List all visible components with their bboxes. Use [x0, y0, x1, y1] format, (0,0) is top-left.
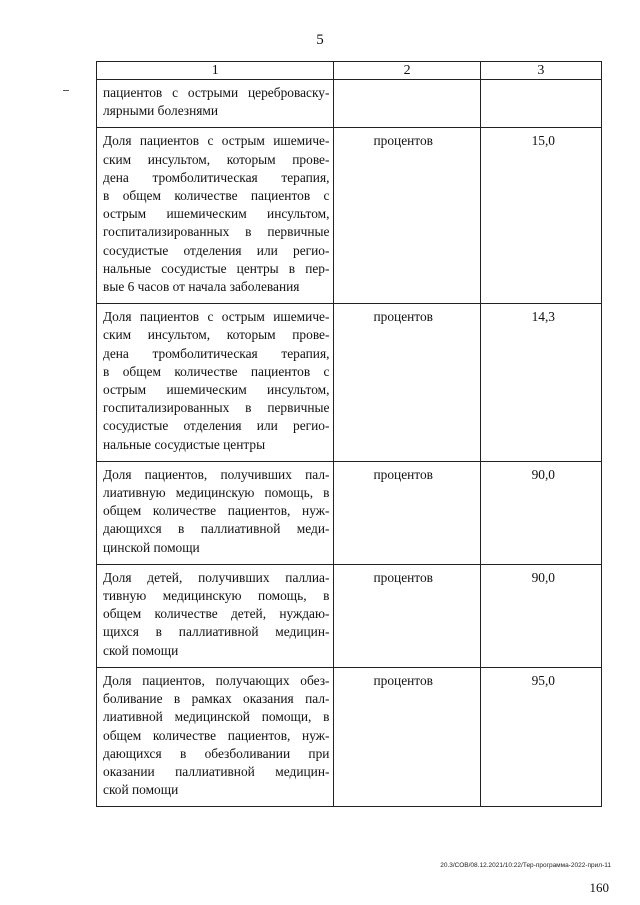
indicator-line: в общем количестве пациентов с	[103, 363, 330, 379]
indicator-line: тивную медицинскую помощь, в	[103, 588, 330, 604]
indicator-line: общем количестве пациентов, нуж-	[103, 727, 330, 743]
value-text: 14,3	[531, 309, 555, 325]
table-row	[97, 80, 602, 128]
indicator-line: оказании паллиативной медицин-	[103, 763, 330, 779]
value-text: 90,0	[531, 569, 555, 585]
table-row	[97, 304, 602, 462]
indicator-line: Доля пациентов с острым ишемиче-	[103, 133, 330, 149]
unit-cell	[334, 128, 480, 304]
indicator-line: лиативной медицинской помощи, в	[103, 709, 330, 725]
indicator-line: сосудистые отделения или регио-	[103, 242, 330, 258]
indicator-line: вые 6 часов от начала заболевания	[103, 279, 300, 295]
table-row	[97, 564, 602, 667]
indicator-cell	[97, 304, 334, 462]
header-col-1: 1	[97, 62, 334, 80]
indicator-line: сосудистые отделения или регио-	[103, 418, 330, 434]
indicator-line: щихся в паллиативной медицин-	[103, 624, 330, 640]
indicator-line: госпитализированных в первичные	[103, 224, 330, 240]
document-code: 20.3/СОВ/08.12.2021/10:22/Тер-программа-2022-прил-11	[440, 862, 611, 869]
indicator-cell	[97, 667, 334, 806]
indicator-cell	[97, 564, 334, 667]
indicator-cell	[97, 80, 334, 128]
unit-cell	[334, 564, 480, 667]
table-row	[97, 461, 602, 564]
indicator-line: ским инсультом, которым прове-	[103, 327, 330, 343]
margin-mark	[63, 90, 69, 91]
indicator-line: госпитализированных в первичные	[103, 400, 330, 416]
indicator-line: пациентов с острыми цереброваску-	[103, 85, 330, 100]
unit-text: процентов	[373, 466, 433, 482]
table-row	[97, 128, 602, 304]
indicator-line: лиативную медицинскую помощь, в	[103, 485, 330, 501]
page-number: 5	[316, 32, 324, 48]
value-text	[482, 81, 600, 84]
indicator-line: Доля пациентов, получивших пал-	[103, 466, 330, 482]
value-cell	[480, 667, 601, 806]
unit-text: процентов	[373, 672, 433, 688]
unit-text: процентов	[373, 133, 433, 149]
value-cell	[480, 304, 601, 462]
indicator-line: Доля детей, получивших паллиа-	[103, 569, 330, 585]
indicator-line: нальные сосудистые центры	[103, 436, 266, 452]
unit-cell	[334, 304, 480, 462]
unit-cell	[334, 461, 480, 564]
unit-text: процентов	[373, 309, 433, 325]
document-page-number: 160	[589, 880, 609, 895]
indicator-line: дена тромболитическая терапия,	[103, 169, 330, 185]
indicator-line: боливание в рамках оказания пал-	[103, 691, 330, 707]
indicator-line: общем количестве пациентов, нуж-	[103, 503, 330, 519]
value-text: 90,0	[531, 466, 555, 482]
indicator-line: ской помощи	[103, 782, 179, 798]
indicator-line: лярными болезнями	[103, 103, 219, 119]
indicator-line: острым ишемическим инсультом,	[103, 382, 330, 398]
indicator-line: в общем количестве пациентов с	[103, 188, 330, 204]
value-cell	[480, 461, 601, 564]
unit-text: процентов	[373, 569, 433, 585]
value-cell	[480, 564, 601, 667]
unit-cell	[334, 667, 480, 806]
indicator-line: дена тромболитическая терапия,	[103, 345, 330, 361]
value-cell	[480, 128, 601, 304]
table-row	[97, 667, 602, 806]
indicator-line: нальные сосудистые центры в пер-	[103, 260, 330, 276]
indicator-cell	[97, 128, 334, 304]
value-cell	[480, 80, 601, 128]
indicator-line: ским инсультом, которым прове-	[103, 151, 330, 167]
header-col-2: 2	[334, 62, 480, 80]
header-col-3: 3	[480, 62, 601, 80]
table-header-row	[97, 62, 602, 80]
table-body	[97, 80, 602, 807]
indicator-line: цинской помощи	[103, 539, 200, 555]
unit-text	[335, 81, 478, 84]
unit-cell	[334, 80, 480, 128]
indicator-line: дающихся в обезболивании при	[103, 745, 330, 761]
indicators-table	[96, 61, 602, 807]
indicator-line: острым ишемическим инсультом,	[103, 206, 330, 222]
indicator-line: общем количестве детей, нуждаю-	[103, 606, 330, 622]
value-text: 95,0	[531, 672, 555, 688]
indicator-cell	[97, 461, 334, 564]
value-text: 15,0	[531, 133, 555, 149]
indicator-line: ской помощи	[103, 642, 179, 658]
indicator-line: дающихся в паллиативной меди-	[103, 521, 330, 537]
indicator-line: Доля пациентов с острым ишемиче-	[103, 309, 330, 325]
indicator-line: Доля пациентов, получающих обез-	[103, 672, 330, 688]
